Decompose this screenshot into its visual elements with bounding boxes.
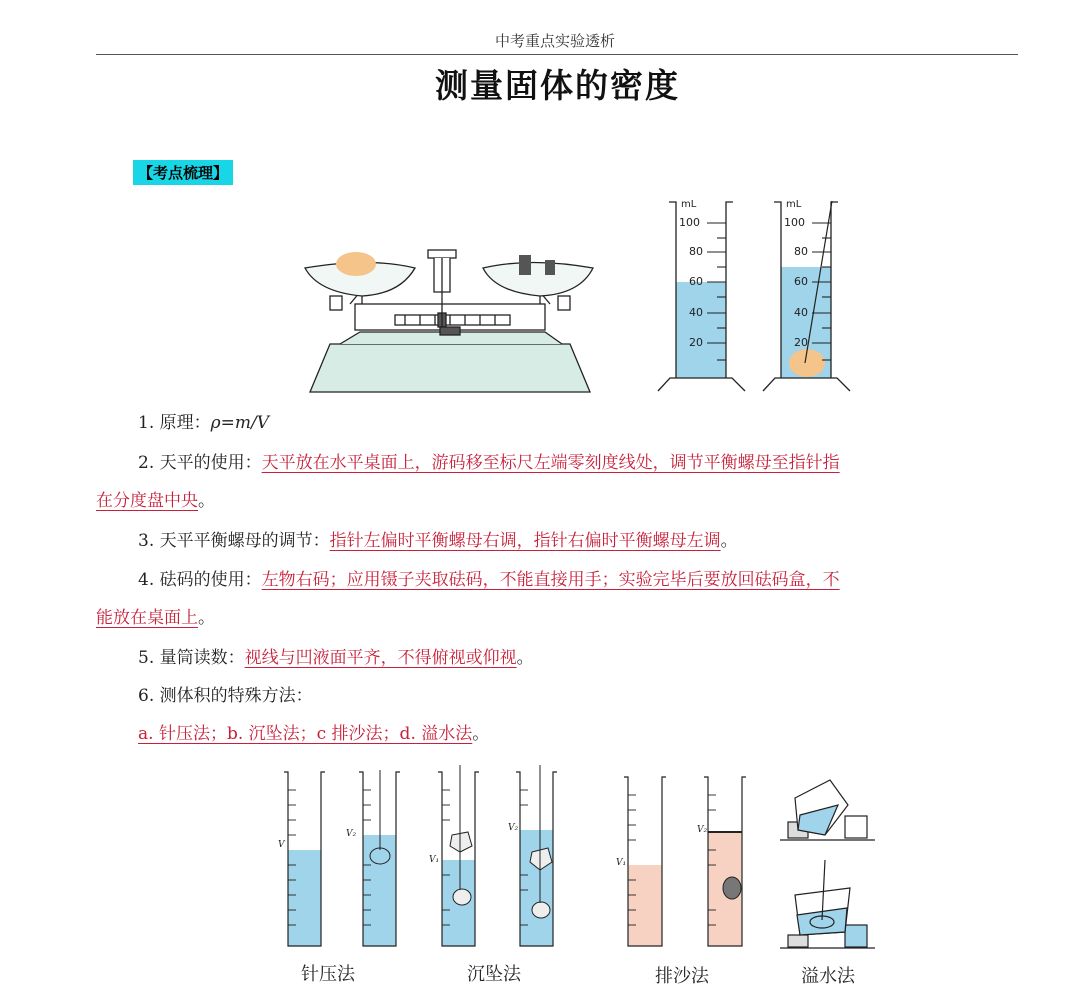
density-formula: ρ=m/V <box>210 413 269 433</box>
measuring-cylinder-right <box>760 195 855 395</box>
point-principle <box>138 411 1078 435</box>
period: 。 <box>198 491 215 511</box>
cylinder-tick-label: 100 <box>679 216 700 229</box>
cylinder-tick-label: 40 <box>689 306 703 319</box>
volume-methods-figure <box>270 760 890 955</box>
point-balance-usage <box>138 451 1078 475</box>
point-prefix: 1. 原理： <box>138 413 211 433</box>
answer-text: 视线与凹液面平齐，不得俯视或仰视 <box>244 648 517 668</box>
page-title: 测量固体的密度 <box>435 66 680 105</box>
answer-text: 指针左偏时平衡螺母右调，指针右偏时平衡螺母左调 <box>329 531 721 551</box>
method-caption: 溢水法 <box>801 966 855 987</box>
point-prefix: 4. 砝码的使用： <box>138 570 262 590</box>
period: 。 <box>198 608 215 628</box>
cylinder-unit-label: mL <box>786 199 802 210</box>
cylinder-tick-label: 20 <box>794 336 808 349</box>
method-caption: 沉坠法 <box>467 964 521 985</box>
method-caption: 针压法 <box>301 964 355 985</box>
answer-text: a. 针压法；b. 沉坠法；c 排沙法；d. 溢水法 <box>138 724 473 744</box>
point-prefix: 5. 量筒读数： <box>138 648 245 668</box>
cylinder-tick-label: 80 <box>689 245 703 258</box>
period: 。 <box>472 724 490 744</box>
cylinder-tick-label: 80 <box>794 245 808 258</box>
cylinder-tick-label: 40 <box>794 306 808 319</box>
cylinder-tick-label: 20 <box>689 336 703 349</box>
method-caption: 排沙法 <box>655 966 709 987</box>
point-prefix: 3. 天平平衡螺母的调节： <box>138 531 330 551</box>
point-weights-cont <box>96 606 1036 630</box>
point-nut-adjust <box>138 529 1078 553</box>
cylinder-tick-label: 60 <box>794 275 808 288</box>
volume-label: V₁ <box>429 855 440 865</box>
balance-scale-figure <box>300 232 600 397</box>
volume-label: V₂ <box>508 823 519 833</box>
point-balance-usage-cont <box>96 489 1036 513</box>
cylinder-tick-label: 60 <box>689 275 703 288</box>
volume-label: V₂ <box>697 825 708 835</box>
measuring-cylinder-left <box>655 195 750 395</box>
period: 。 <box>516 648 534 668</box>
answer-text: 能放在桌面上 <box>96 608 198 628</box>
point-prefix: 6. 测体积的特殊方法： <box>138 686 313 706</box>
answer-text: 天平放在水平桌面上，游码移至标尺左端零刻度线处，调节平衡螺母至指针指 <box>261 453 840 473</box>
volume-label: V <box>278 840 285 850</box>
answer-text: 在分度盘中央 <box>96 491 198 511</box>
cylinder-unit-label: mL <box>681 199 697 210</box>
point-weights <box>138 568 1078 592</box>
answer-text: 左物右码；应用镊子夹取砝码，不能直接用手；实验完毕后要放回砝码盒，不 <box>261 570 840 590</box>
point-methods-list <box>138 722 1078 746</box>
point-prefix: 2. 天平的使用： <box>138 453 262 473</box>
header-title: 中考重点实验透析 <box>494 32 615 50</box>
cylinder-tick-label: 100 <box>784 216 805 229</box>
volume-label: V₂ <box>346 829 357 839</box>
point-special-methods <box>138 684 1078 708</box>
volume-label: V₁ <box>616 858 627 868</box>
point-cylinder-reading <box>138 646 1078 670</box>
period: 。 <box>720 531 738 551</box>
section-badge: 【考点梳理】 <box>133 160 233 185</box>
header-rule <box>96 54 1018 55</box>
